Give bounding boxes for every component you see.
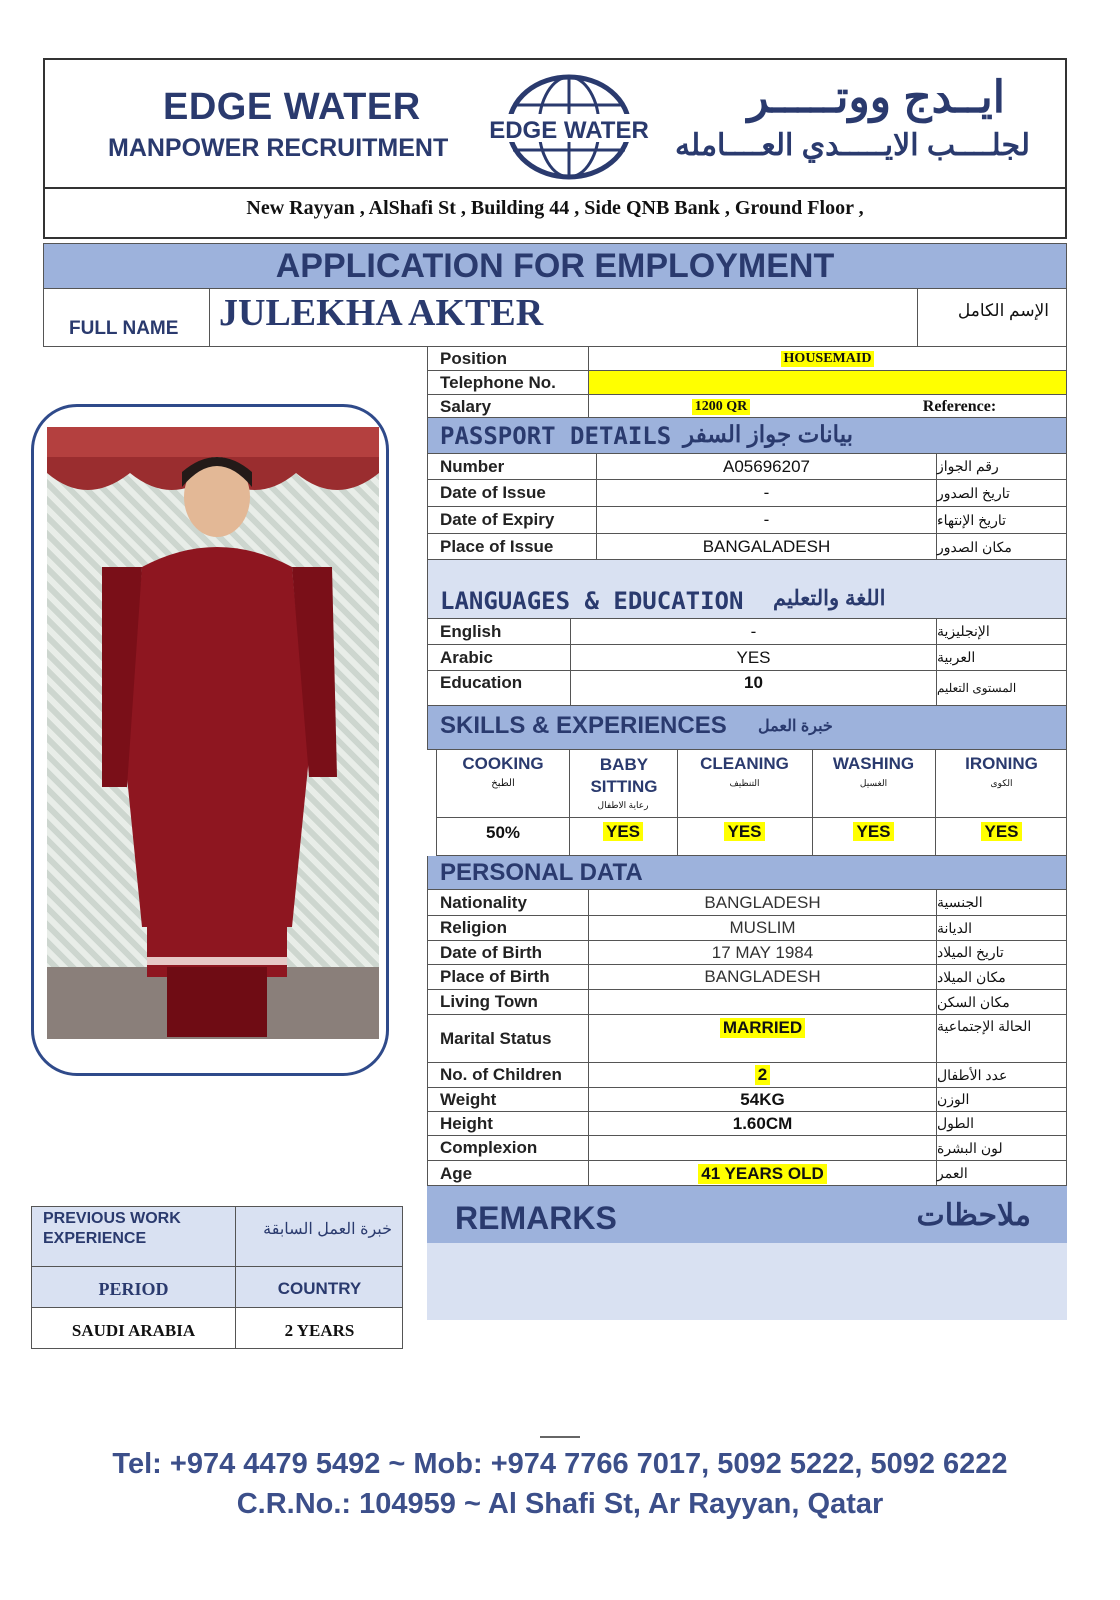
personal-row-label: Complexion [440,1138,538,1157]
work-period-value: 2 YEARS [284,1321,355,1340]
footer-contact-line: Tel: +974 4479 5492 ~ Mob: +974 7766 7017, 5092 5222, 5092 6222 [112,1448,1008,1480]
full-name-label-arabic: الإسم الكامل [957,301,1049,320]
passport-row-value: - [596,480,936,506]
language-row-arabic: العربية [936,645,1066,670]
marital-status-value: MARRIED [720,1018,805,1038]
reference-label: Reference: [922,398,997,415]
passport-row-label: Date of Issue [440,483,546,502]
passport-row-arabic: تاريخ الصدور [936,480,1066,506]
telephone-label: Telephone No. [440,372,556,392]
personal-row-arabic: الجنسية [936,890,1066,915]
job-info-table [427,346,1067,418]
passport-row-arabic: مكان الصدور [936,534,1066,560]
personal-table [427,890,1067,1186]
personal-row-label: Date of Birth [440,942,542,962]
remarks-title: REMARKS [455,1200,617,1236]
personal-row-label: Height [440,1113,493,1133]
personal-row-label: Religion [440,918,508,937]
passport-row-value: A05696207 [596,454,936,479]
period-header: PERIOD [98,1279,169,1299]
personal-row-arabic: مكان الميلاد [936,965,1066,989]
language-row-label: Arabic [440,647,493,667]
skill-ironing-name: IRONING [965,754,1038,773]
full-name-row [43,289,1067,347]
personal-row-arabic: الوزن [936,1088,1066,1111]
personal-row-label: Nationality [440,892,527,912]
personal-row-value: MUSLIM [588,916,936,940]
previous-work-title-arabic: خبرة العمل السابقة [263,1221,392,1238]
skill-ironing-value: YES [981,822,1021,841]
personal-row-arabic: الطول [936,1112,1066,1135]
skills-band [427,706,1067,750]
skill-cooking-name-arabic: الطبخ [491,778,515,789]
age-value: 41 YEARS OLD [698,1164,827,1184]
applicant-photo [47,427,379,1039]
languages-table [427,618,1067,706]
skill-washing-value: YES [853,822,893,841]
personal-row-arabic: الحالة الإجتماعية [936,1015,1066,1062]
previous-work-table [31,1206,403,1349]
previous-work-title: PREVIOUS WORK EXPERIENCE [43,1210,181,1247]
skills-title: SKILLS & EXPERIENCES [440,712,727,739]
remarks-box [427,1243,1067,1320]
letterhead [43,58,1067,188]
telephone-value [588,371,1066,394]
personal-row-arabic: العمر [936,1161,1066,1186]
passport-table [427,454,1067,560]
personal-row-value: BANGLADESH [588,965,936,989]
form-title: APPLICATION FOR EMPLOYMENT [275,247,835,285]
language-row-value: YES [570,645,936,670]
position-value: HOUSEMAID [781,351,875,367]
company-name: EDGE WATER [163,86,421,128]
personal-title: PERSONAL DATA [440,859,643,886]
skills-title-arabic: خبرة العمل [758,718,833,735]
language-row-arabic: الإنجليزية [936,619,1066,644]
passport-row-label: Date of Expiry [440,510,555,529]
language-row-label: English [440,621,502,641]
personal-row-value [588,1136,936,1160]
passport-row-arabic: رقم الجواز [936,454,1066,479]
skill-baby-sitting-name: BABY SITTING [590,755,658,796]
skill-ironing-name-arabic: الكوى [990,778,1013,788]
passport-row-label: Number [440,456,505,476]
company-address: New Rayyan , AlShafi St , Building 44 , Side QNB Bank , Ground Floor , [246,197,864,219]
salary-value: 1200 QR [692,399,751,415]
skill-baby-sitting-value: YES [603,822,643,841]
skill-baby-sitting-name-arabic: رعاية الاطفال [597,800,649,810]
country-header: COUNTRY [277,1279,362,1298]
skill-cleaning-name-arabic: التنظيف [729,778,760,788]
personal-row-arabic: الديانة [936,916,1066,940]
form-title-band [43,243,1067,289]
personal-row-arabic: لون البشرة [936,1136,1066,1160]
personal-row-label: Marital Status [440,1028,552,1048]
remarks-band [427,1186,1067,1243]
passport-row-value: BANGALADESH [596,534,936,560]
personal-row-label: Age [440,1163,473,1183]
personal-row-value: BANGLADESH [588,890,936,915]
passport-row-label: Place of Issue [440,537,554,556]
passport-row-value: - [596,507,936,533]
passport-title: PASSPORT DETAILS [440,422,672,450]
personal-row-value: 54KG [588,1088,936,1111]
company-subtitle: MANPOWER RECRUITMENT [108,134,449,162]
skill-cooking-name: COOKING [462,754,544,773]
children-value: 2 [755,1065,770,1085]
language-row-value: 10 [570,671,936,705]
languages-title-arabic: اللغة والتعليم [773,587,886,610]
personal-row-arabic: عدد الأطفال [936,1063,1066,1087]
language-row-arabic: المستوى التعليم [936,671,1066,705]
photo-frame [31,404,389,1076]
language-row-value: - [570,619,936,644]
skill-washing-name-arabic: الغسيل [859,778,888,788]
personal-row-value: 17 MAY 1984 [588,941,936,964]
languages-band [427,560,1067,618]
passport-band [427,418,1067,454]
logo-text: EDGE WATER [489,117,649,144]
personal-row-value: 1.60CM [588,1112,936,1135]
skill-cooking-value: 50% [485,823,521,842]
skill-cleaning-value: YES [724,822,764,841]
languages-title: LANGUAGES & EDUCATION [440,587,744,615]
personal-row-label: No. of Children [440,1065,562,1084]
passport-title-arabic: بيانات جواز السفر [683,421,854,447]
language-row-label: Education [440,673,523,692]
personal-row-arabic: مكان السكن [936,990,1066,1014]
position-label: Position [440,348,508,368]
personal-row-label: Weight [440,1089,497,1109]
full-name-value: JULEKHA AKTER [219,292,544,334]
footer-address-line: C.R.No.: 104959 ~ Al Shafi St, Ar Rayyan, Qatar [236,1488,884,1520]
skill-washing-name: WASHING [832,754,915,773]
personal-band [427,856,1067,890]
salary-label: Salary [440,397,492,416]
personal-row-arabic: تاريخ الميلاد [936,941,1066,964]
remarks-title-arabic: ملاحظات [916,1199,1031,1232]
passport-row-arabic: تاريخ الإنتهاء [936,507,1066,533]
company-name-arabic: ايــدج ووتـــــر [747,73,1005,122]
skill-cleaning-name: CLEANING [700,754,789,773]
work-country-value: SAUDI ARABIA [71,1321,196,1340]
full-name-label: FULL NAME [69,318,179,339]
company-subtitle-arabic: لجلــــب الايـــــدي العــــامله [674,129,1030,162]
personal-row-label: Living Town [440,992,538,1011]
skills-table [436,750,1067,856]
personal-row-value [588,990,936,1014]
personal-row-label: Place of Birth [440,967,550,986]
address-bar [43,187,1067,239]
